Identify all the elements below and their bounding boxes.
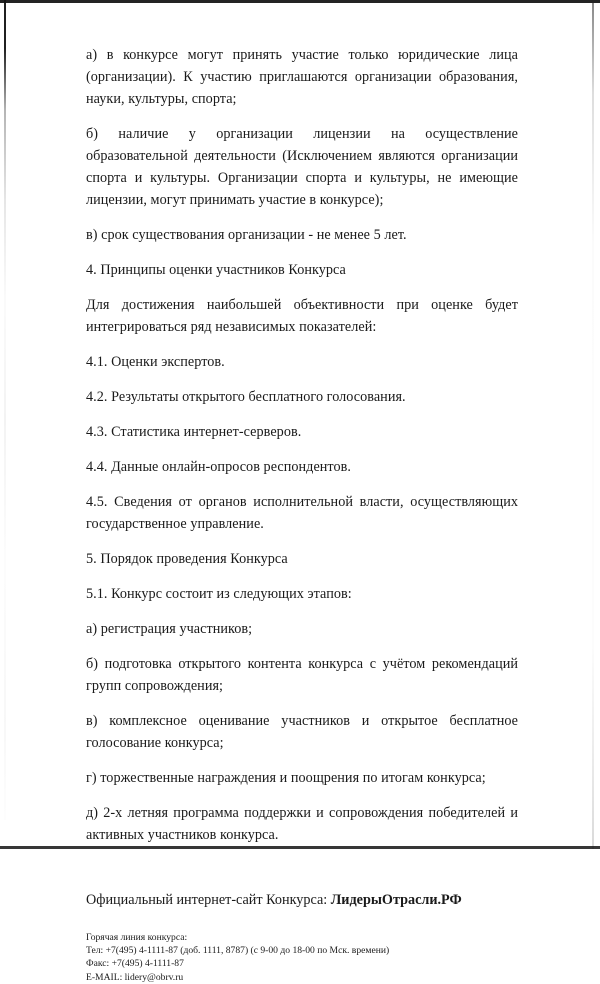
scan-edge-top-artifact: [0, 0, 600, 3]
paragraph-stage-a-registration: а) регистрация участников;: [86, 621, 253, 637]
paragraph-v-term: в) срок существования организации - не менее 5 лет.: [86, 227, 407, 243]
paragraph-4-1-expert-scores: 4.1. Оценки экспертов.: [86, 354, 225, 370]
hotline-label: Горячая линия конкурса:: [86, 932, 188, 943]
section-spacer: [86, 859, 518, 889]
paragraph-objectivity: Для достижения наибольшей объективности при оценке будет интегрироваться ряд независимых показателей:: [86, 297, 518, 335]
paragraph-stage-v-evaluation-voting: в) комплексное оценивание участников и открытое бесплатное голосование конкурса;: [86, 713, 518, 751]
paragraph-b-license: б) наличие у организации лицензии на осуществление образовательной деятельности (Исключением являются организации спорта и культуры. Организации спорта и культуры, не имеющие лицензии, могут принимать участие в конкурсе);: [86, 126, 518, 208]
scan-edge-left-lower-artifact: [4, 300, 6, 820]
heading-section-4: 4. Принципы оценки участников Конкурса: [86, 262, 346, 278]
scan-edge-right-artifact: [592, 3, 594, 849]
document-text-body: [86, 44, 518, 984]
paragraph-5-1-stages-intro: 5.1. Конкурс состоит из следующих этапов:: [86, 586, 352, 602]
paragraph-4-3-server-statistics: 4.3. Статистика интернет-серверов.: [86, 424, 302, 440]
hotline-fax: Факс: +7(495) 4-1111-87: [86, 958, 184, 970]
paragraph-stage-d-support-program: д) 2-х летняя программа поддержки и сопровождения победителей и активных участников конкурса.: [86, 805, 518, 843]
hotline-email: E-MAIL: lidery@obrv.ru: [86, 971, 184, 983]
paragraph-4-4-online-surveys: 4.4. Данные онлайн-опросов респондентов.: [86, 459, 351, 475]
paragraph-stage-b-content-prep: б) подготовка открытого контента конкурса с учётом рекомендаций групп сопровождения;: [86, 656, 518, 694]
official-site-line: [86, 889, 518, 911]
official-site-label: Официальный интернет-сайт Конкурса:: [86, 892, 331, 908]
paragraph-a-legal-entities: а) в конкурсе могут принять участие только юридические лица (организации). К участию приглашаются организации образования, науки, культуры, спорта;: [86, 47, 518, 107]
paragraph-4-5-executive-authorities: 4.5. Сведения от органов исполнительной власти, осуществляющих государственное управление.: [86, 494, 518, 532]
paragraph-stage-g-awards: г) торжественные награждения и поощрения по итогам конкурса;: [86, 770, 486, 786]
paragraph-4-2-voting-results: 4.2. Результаты открытого бесплатного голосования.: [86, 389, 406, 405]
heading-section-5: 5. Порядок проведения Конкурса: [86, 551, 288, 567]
scan-edge-left-artifact: [4, 0, 6, 300]
contacts-block: [86, 931, 518, 984]
official-site-name: ЛидерыОтрасли.РФ: [330, 892, 462, 908]
hotline-phone: Тел: +7(495) 4-1111-87 (доб. 1111, 8787) (с 9-00 до 18-00 по Мск. времени): [86, 945, 390, 957]
